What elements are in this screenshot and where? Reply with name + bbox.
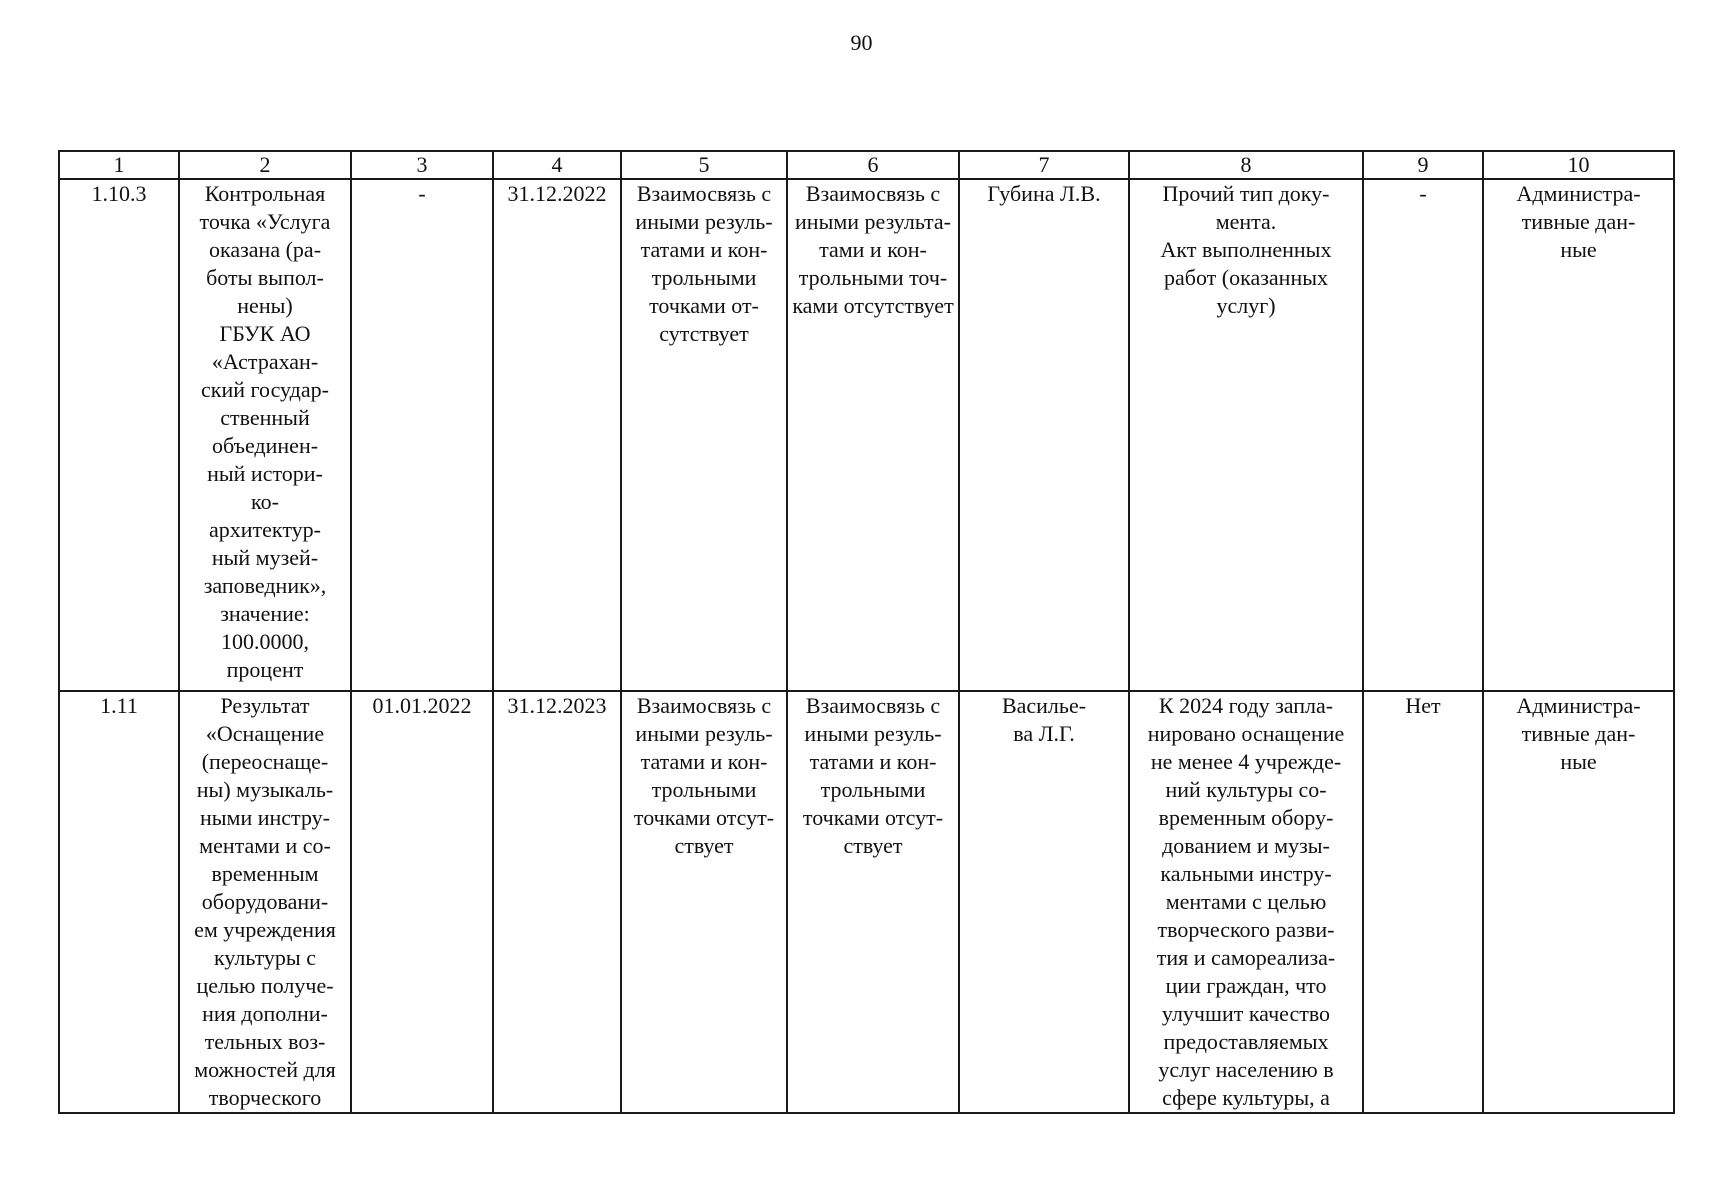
cell-text: - xyxy=(418,181,426,206)
cell-text: Нет xyxy=(1405,693,1441,718)
cell-text: Взаимосвязь с иными результа- тами и кон- трольными точ- ками отсутствует xyxy=(792,181,954,318)
name-cell xyxy=(179,691,351,1113)
cell-text: 31.12.2023 xyxy=(507,693,607,718)
cell-text: Губина Л.В. xyxy=(987,181,1101,206)
document-table xyxy=(58,150,1675,1114)
column-header: 3 xyxy=(351,151,493,179)
cell-text: Администра- тивные дан- ные xyxy=(1516,181,1641,262)
cell-text: Контрольная точка «Услуга оказана (ра- боты выпол- нены) ГБУК АО «Астрахан- ский государ- ственный объединен- ный истори- ко- архитектур- ный музей- заповедник», значение: 100.0000, процент xyxy=(199,181,331,682)
start-date-cell xyxy=(351,691,493,1113)
responsible-cell xyxy=(959,691,1129,1113)
source-cell xyxy=(1483,179,1674,691)
relation-cell xyxy=(787,179,959,691)
end-date-cell xyxy=(493,691,621,1113)
cell-text: Взаимосвязь с иными резуль- татами и кон- трольными точками от- сутствует xyxy=(635,181,773,346)
cell-text: 01.01.2022 xyxy=(372,693,472,718)
column-header: 2 xyxy=(179,151,351,179)
relation-cell xyxy=(621,179,787,691)
relation-cell xyxy=(787,691,959,1113)
table-header-row xyxy=(59,151,1674,179)
end-date-cell xyxy=(493,179,621,691)
page-number: 90 xyxy=(850,30,873,55)
column-header: 4 xyxy=(493,151,621,179)
start-date-cell xyxy=(351,179,493,691)
cell-text: К 2024 году запла- нировано оснащение не менее 4 учрежде- ний культуры со- временным обору- дованием и музы- кальными инстру- ментами с целью творческого разви- тия и самореализа- ции граждан, что улучшит качество предоставляемых услуг населению в сфере культуры, а xyxy=(1147,693,1345,1110)
column-header: 6 xyxy=(787,151,959,179)
column-header: 7 xyxy=(959,151,1129,179)
cell-text: Взаимосвязь с иными резуль- татами и кон- трольными точками отсут- ствует xyxy=(633,693,775,858)
cell-text: 1.10.3 xyxy=(91,181,147,206)
column-header: 9 xyxy=(1363,151,1483,179)
document-type-cell xyxy=(1129,179,1363,691)
name-cell xyxy=(179,179,351,691)
column-header: 5 xyxy=(621,151,787,179)
table-row xyxy=(59,691,1674,1113)
row-number-cell xyxy=(59,179,179,691)
cell-text: 31.12.2022 xyxy=(507,181,607,206)
row-number-cell xyxy=(59,691,179,1113)
cell-text: Прочий тип доку- мента. Акт выполненных работ (оказанных услуг) xyxy=(1160,181,1332,318)
document-type-cell xyxy=(1129,691,1363,1113)
cell-text: Администра- тивные дан- ные xyxy=(1516,693,1641,774)
column-header: 8 xyxy=(1129,151,1363,179)
cell-text: Взаимосвязь с иными резуль- татами и кон- трольными точками отсут- ствует xyxy=(802,693,944,858)
source-cell xyxy=(1483,691,1674,1113)
relation-cell xyxy=(621,691,787,1113)
cell-text: Результат «Оснащение (переоснаще- ны) музыкаль- ными инстру- ментами и со- временным оборудовани- ем учреждения культуры с целью получе- ния дополни- тельных воз- можностей для творческого xyxy=(194,693,336,1110)
cell-text: Василье- ва Л.Г. xyxy=(1001,693,1087,746)
column-header: 1 xyxy=(59,151,179,179)
cell-text: - xyxy=(1419,181,1427,206)
table-row xyxy=(59,179,1674,691)
cell-text: 1.11 xyxy=(100,693,138,718)
flag-cell xyxy=(1363,179,1483,691)
column-header: 10 xyxy=(1483,151,1674,179)
responsible-cell xyxy=(959,179,1129,691)
flag-cell xyxy=(1363,691,1483,1113)
